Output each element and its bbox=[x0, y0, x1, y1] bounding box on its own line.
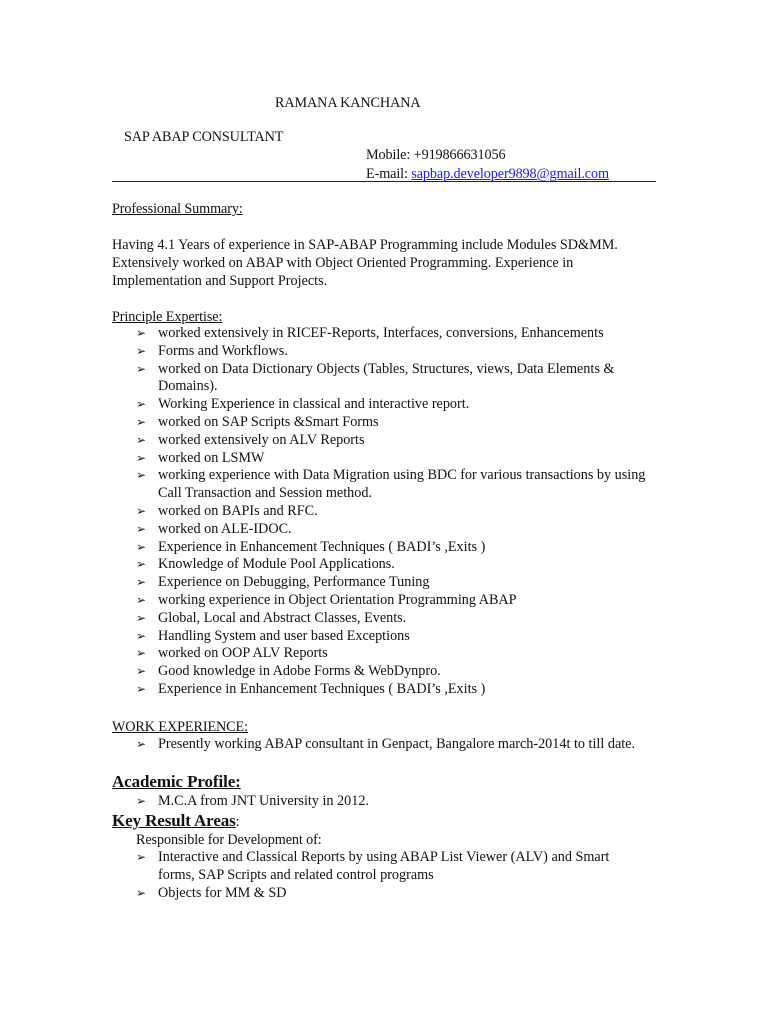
list-item-text: Knowledge of Module Pool Applications. bbox=[158, 556, 395, 573]
arrow-bullet-icon: ➢ bbox=[136, 885, 147, 900]
arrow-bullet-icon: ➢ bbox=[136, 737, 147, 751]
list-item-text: Forms and Workflows. bbox=[158, 342, 288, 359]
list-item-text: worked on Data Dictionary Objects (Tables, Structures, views, Data Elements & Domains). bbox=[158, 360, 615, 395]
arrow-bullet-icon: ➢ bbox=[136, 592, 147, 607]
academic-heading: Academic Profile: bbox=[112, 772, 241, 791]
list-item-text: Presently working ABAP consultant in Genpact, Bangalore march-2014t to till date. bbox=[158, 736, 636, 752]
arrow-bullet-icon: ➢ bbox=[136, 794, 147, 808]
kra-heading-text: Key Result Areas bbox=[112, 811, 236, 830]
list-item bbox=[136, 663, 660, 681]
arrow-bullet-icon: ➢ bbox=[136, 521, 147, 536]
list-item-text: Working Experience in classical and interactive report. bbox=[158, 396, 470, 413]
kra-intro: Responsible for Development of: bbox=[136, 832, 322, 848]
key-result-areas-heading bbox=[112, 810, 240, 833]
list-item bbox=[136, 414, 660, 432]
list-item bbox=[136, 325, 660, 343]
list-item-text: working experience in Object Orientation Programming ABAP bbox=[158, 591, 517, 608]
list-item bbox=[136, 574, 660, 592]
arrow-bullet-icon: ➢ bbox=[136, 646, 147, 661]
arrow-bullet-icon: ➢ bbox=[136, 503, 147, 518]
arrow-bullet-icon: ➢ bbox=[136, 610, 147, 625]
kra-list bbox=[136, 849, 646, 902]
list-item bbox=[136, 610, 660, 628]
email-link[interactable]: sapbap.developer9898@gmail.com bbox=[411, 166, 609, 182]
academic-list bbox=[136, 793, 636, 811]
list-item bbox=[136, 521, 660, 539]
arrow-bullet-icon: ➢ bbox=[136, 575, 147, 590]
list-item-text: worked on BAPIs and RFC. bbox=[158, 502, 318, 519]
list-item-text: Handling System and user based Exceptions bbox=[158, 627, 410, 644]
work-experience-list bbox=[136, 736, 636, 754]
list-item-text: worked on ALE-IDOC. bbox=[158, 520, 292, 537]
list-item-text: worked on LSMW bbox=[158, 449, 265, 466]
list-item bbox=[136, 503, 660, 521]
list-item bbox=[136, 793, 636, 811]
expertise-list bbox=[136, 325, 660, 699]
arrow-bullet-icon: ➢ bbox=[136, 664, 147, 679]
list-item-text: Good knowledge in Adobe Forms & WebDynpro. bbox=[158, 663, 441, 680]
list-item-text: worked extensively on ALV Reports bbox=[158, 431, 365, 448]
arrow-bullet-icon: ➢ bbox=[136, 628, 147, 643]
kra-heading-colon: : bbox=[235, 814, 240, 830]
list-item bbox=[136, 736, 636, 754]
list-item bbox=[136, 885, 646, 903]
list-item-text: worked on OOP ALV Reports bbox=[158, 645, 328, 662]
arrow-bullet-icon: ➢ bbox=[136, 343, 147, 358]
arrow-bullet-icon: ➢ bbox=[136, 468, 147, 483]
expertise-heading: Principle Expertise: bbox=[112, 309, 223, 325]
email-label: E-mail: bbox=[366, 166, 412, 182]
header-divider bbox=[112, 181, 656, 182]
arrow-bullet-icon: ➢ bbox=[136, 326, 147, 340]
arrow-bullet-icon: ➢ bbox=[136, 681, 147, 696]
summary-heading: Professional Summary: bbox=[112, 201, 243, 217]
list-item-text: working experience with Data Migration using BDC for various transactions by using Call Transaction and Session method. bbox=[158, 467, 646, 502]
work-experience-heading: WORK EXPERIENCE: bbox=[112, 719, 248, 735]
arrow-bullet-icon: ➢ bbox=[136, 539, 147, 554]
list-item-text: Experience on Debugging, Performance Tuning bbox=[158, 574, 430, 591]
list-item bbox=[136, 343, 660, 361]
list-item bbox=[136, 849, 646, 885]
arrow-bullet-icon: ➢ bbox=[136, 432, 147, 447]
list-item bbox=[136, 681, 660, 699]
arrow-bullet-icon: ➢ bbox=[136, 450, 147, 465]
candidate-name: RAMANA KANCHANA bbox=[275, 95, 421, 111]
mobile-number: Mobile: +919866631056 bbox=[366, 147, 506, 163]
arrow-bullet-icon: ➢ bbox=[136, 361, 147, 376]
list-item bbox=[136, 432, 660, 450]
list-item-text: M.C.A from JNT University in 2012. bbox=[158, 793, 369, 809]
summary-text: Having 4.1 Years of experience in SAP-ABAP Programming include Modules SD&MM. Extensively worked on ABAP with Object Oriented Programming. Experience in Implementation and Support Projects. bbox=[112, 237, 618, 289]
list-item-text: Experience in Enhancement Techniques ( BADI’s ,Exits ) bbox=[158, 680, 486, 697]
list-item bbox=[136, 396, 660, 414]
list-item-text: Global, Local and Abstract Classes, Events. bbox=[158, 609, 407, 626]
arrow-bullet-icon: ➢ bbox=[136, 414, 147, 429]
job-title: SAP ABAP CONSULTANT bbox=[124, 129, 284, 145]
list-item bbox=[136, 556, 660, 574]
list-item-text: Interactive and Classical Reports by using ABAP List Viewer (ALV) and Smart forms, SAP Scripts and related control programs bbox=[158, 849, 610, 883]
list-item bbox=[136, 361, 660, 397]
list-item-text: Objects for MM & SD bbox=[158, 884, 287, 901]
list-item bbox=[136, 592, 660, 610]
arrow-bullet-icon: ➢ bbox=[136, 850, 147, 864]
list-item-text: worked on SAP Scripts &Smart Forms bbox=[158, 413, 379, 430]
list-item bbox=[136, 450, 660, 468]
list-item-text: worked extensively in RICEF-Reports, Interfaces, conversions, Enhancements bbox=[158, 325, 604, 341]
list-item bbox=[136, 628, 660, 646]
list-item-text: Experience in Enhancement Techniques ( BADI’s ,Exits ) bbox=[158, 538, 486, 555]
arrow-bullet-icon: ➢ bbox=[136, 397, 147, 412]
list-item bbox=[136, 467, 660, 503]
arrow-bullet-icon: ➢ bbox=[136, 557, 147, 572]
list-item bbox=[136, 645, 660, 663]
list-item bbox=[136, 539, 660, 557]
